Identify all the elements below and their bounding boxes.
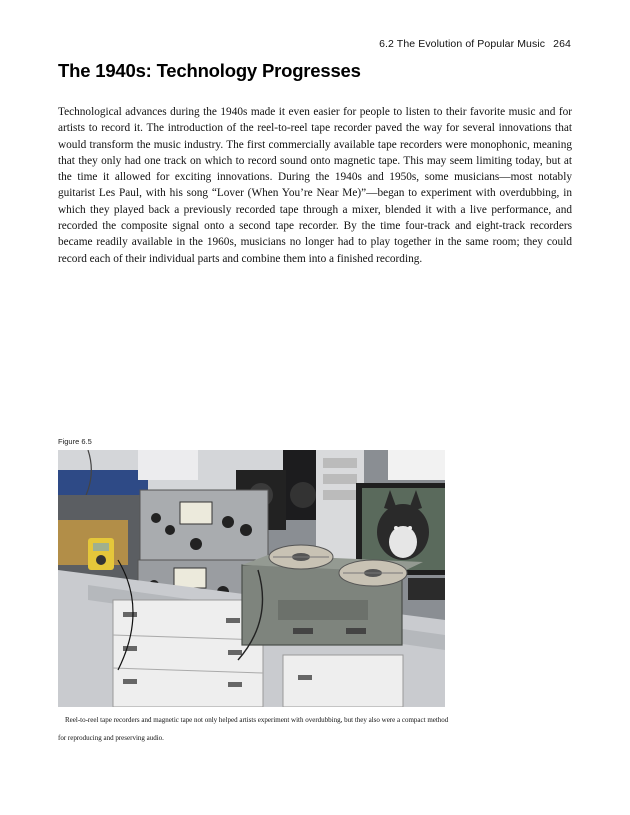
figure-photo — [58, 450, 445, 707]
running-header — [379, 38, 571, 50]
body-paragraph: Technological advances during the 1940s made it even easier for people to listen to their favorite music and for artists to record it. The introduction of the reel-to-reel tape recorder paved the way for several innovations that would transform the music industry. The first commercially available tape recorders were monophonic, meaning that they only had one track on which to record sound onto magnetic tape. This may seem limiting today, but at the time it allowed for exciting innovations. During the 1940s and 1950s, some musicians—most notably guitarist Les Paul, with his song “Lover (When You’re Near Me)”—began to experiment with overdubbing, in which they played back a previously recorded tape through a mixer, blended it with a live performance, and recorded the composite signal onto a second tape recorder. By the time four-track and eight-track recorders became readily available in the 1960s, musicians no longer had to play together in the same room; they could record each of their individual parts and combine them into a finished recording. — [58, 106, 572, 265]
figure-caption: Reel-to-reel tape recorders and magnetic tape not only helped artists experiment with overdubbing, but they also were a compact method for reproducing and preserving audio. — [58, 716, 449, 742]
tape-reel-right — [339, 560, 407, 586]
running-header-title: 6.2 The Evolution of Popular Music — [379, 38, 546, 50]
tape-reel-left — [269, 545, 333, 569]
section-title: The 1940s: Technology Progresses — [58, 60, 361, 81]
figure-label: Figure 6.5 — [58, 437, 92, 446]
multimeter — [88, 538, 114, 570]
page-number: 264 — [553, 38, 571, 50]
